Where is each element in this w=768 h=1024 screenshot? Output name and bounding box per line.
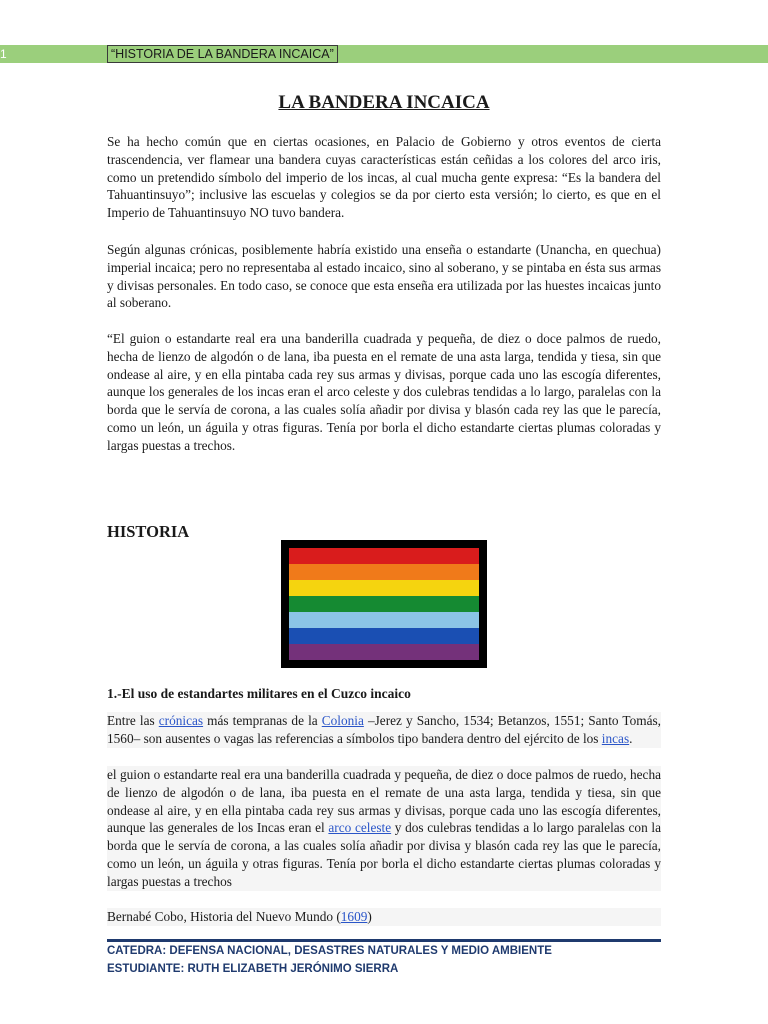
link-cronicas[interactable]: crónicas bbox=[158, 713, 204, 728]
flag-stripe-1 bbox=[289, 548, 479, 564]
subsection-heading: 1.-El uso de estandartes militares en el Cuzco incaico bbox=[107, 686, 411, 701]
flag-stripe-3 bbox=[289, 580, 479, 596]
text-run: Bernabé Cobo, Historia del Nuevo Mundo ( bbox=[107, 909, 341, 924]
text-run: Entre las bbox=[107, 713, 159, 728]
running-header-bar bbox=[0, 45, 768, 63]
chronicles-paragraph: Según algunas crónicas, posiblemente habría existido una enseña o estandarte (Unancha, en quechua) imperial incaica; pero no representaba al estado incaico, sino al soberano, y se pintaba en ésta sus armas y divisas personales. En todo caso, se conoce que esta enseña era utilizada por las huestes incaicas junto al soberano. bbox=[107, 242, 661, 311]
link-incas[interactable]: incas bbox=[601, 730, 630, 746]
text-run: ) bbox=[367, 909, 372, 924]
document-title: LA BANDERA INCAICA bbox=[278, 92, 490, 113]
link-1609[interactable]: 1609 bbox=[340, 909, 368, 924]
footer-divider bbox=[107, 939, 661, 942]
text-run: . bbox=[629, 730, 633, 746]
flag-stripe-2 bbox=[289, 564, 479, 580]
text-run: y dos culebras tendidas a lo largo paralelas con la borda que le servía de corona, a las cuales solía añadir por divisa y blasón cada rey las que le parecía, como un león, un águila y otras figuras. Tenía por borla el dicho estandarte ciertas plumas coloradas y largas puestas a trechos bbox=[107, 820, 662, 889]
flag-stripe-6 bbox=[289, 628, 479, 644]
footer-student: ESTUDIANTE: RUTH ELIZABETH JERÓNIMO SIERRA bbox=[107, 963, 399, 975]
intro-paragraph: Se ha hecho común que en ciertas ocasiones, en Palacio de Gobierno y otros eventos de cierta trascendencia, ver flamear una bandera cuyas características están ceñidas a los colores del arco iris, como un pretendido símbolo del imperio de los incas, al cual mucha gente expresa: “Es la bandera del Tahuantinsuyo”; inclusive las escuelas y colegios se da por cierto esta versión; lo cierto, es que en el Imperio de Tahuantinsuyo NO tuvo bandera. bbox=[107, 134, 661, 221]
rainbow-flag-image bbox=[281, 540, 487, 668]
flag-stripe-7 bbox=[289, 644, 479, 660]
text-run: –Jerez y Sancho, 1534; Betanzos, 1551; Santo Tomás, 1560– son ausentes o vagas las referencias a símbolos tipo bandera dentro del ejército de los bbox=[107, 713, 661, 746]
link-arco-celeste[interactable]: arco celeste bbox=[328, 820, 392, 836]
link-colonia[interactable]: Colonia bbox=[321, 713, 364, 728]
quote-paragraph: “El guion o estandarte real era una banderilla cuadrada y pequeña, de diez o doce palmos de ruedo, hecha de lienzo de algodón o de lana, iba puesta en el remate de una asta larga, tendida y tiesa, sin que ondease al aire, y en ella pintaba cada rey sus armas y divisas, porque cada uno las escogía diferentes, aunque los generales de los incas eran el arco celeste y dos culebras tendidas a lo largo, paralelas con la borda que le servía de corona, a las cuales solía añadir por divisa y blasón cada rey las que le parecía, como un león, un águila y otras figuras. Tenía por borla el dicho estandarte ciertas plumas coloradas y largas puestas a trechos. bbox=[107, 331, 661, 453]
section-heading-historia: HISTORIA bbox=[107, 522, 190, 541]
flag-stripe-4 bbox=[289, 596, 479, 612]
flag-stripe-5 bbox=[289, 612, 479, 628]
running-header-title: “HISTORIA DE LA BANDERA INCAICA” bbox=[107, 45, 338, 63]
subsection-paragraph-1 bbox=[107, 712, 661, 748]
footer-catedra: CATEDRA: DEFENSA NACIONAL, DESASTRES NATURALES Y MEDIO AMBIENTE bbox=[107, 945, 552, 957]
text-run: más tempranas de la bbox=[203, 713, 322, 728]
text-run: el guion o estandarte real era una banderilla cuadrada y pequeña, de diez o doce palmos de ruedo, hecha de lienzo de algodón o de lana, iba puesta en el remate de una asta larga, tendida y tiesa, sin que ondease al aire, y en ella pintaba cada rey sus armas y divisas, porque cada uno las escogía diferentes, aunque las generales de los Incas eran el bbox=[107, 767, 661, 836]
citation-paragraph bbox=[107, 908, 661, 926]
page-number: 1 bbox=[0, 47, 7, 61]
subsection-paragraph-2 bbox=[107, 766, 661, 891]
flag-stripes bbox=[289, 548, 479, 660]
